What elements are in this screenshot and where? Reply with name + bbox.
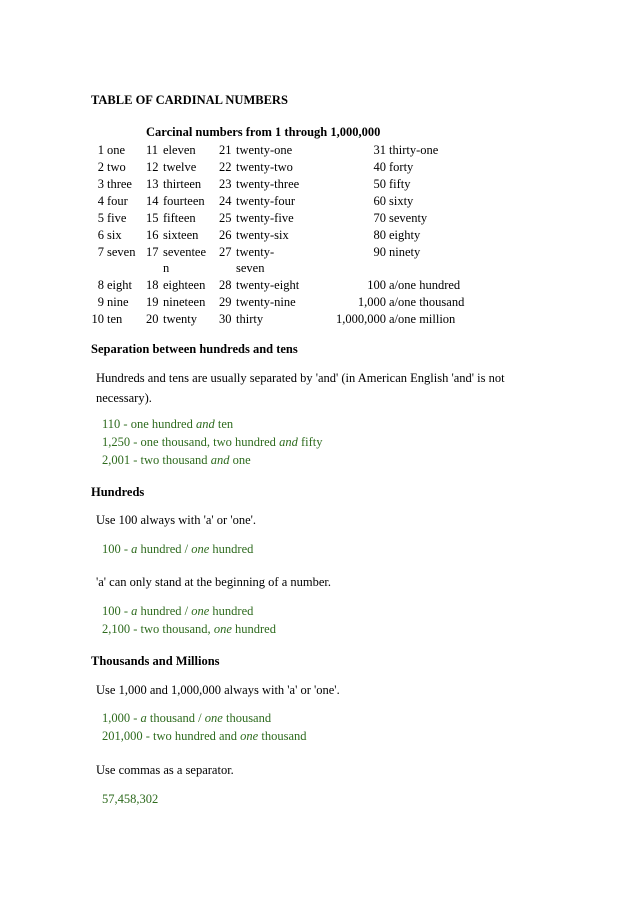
- number-cell: 14: [146, 194, 159, 208]
- word-cell: twenty-nine: [236, 295, 296, 309]
- number-cell: 25: [219, 211, 232, 225]
- number-cell: 12: [146, 160, 159, 174]
- number-cell: 1,000: [357, 295, 386, 309]
- word-cell: fourteen: [163, 194, 205, 208]
- example-line: 100 - a hundred / one hundred: [102, 542, 254, 556]
- number-cell: 100: [367, 278, 386, 292]
- number-cell: 26: [219, 228, 232, 242]
- number-cell: 60: [373, 194, 386, 208]
- thousands-paragraph-2: Use commas as a separator.: [96, 763, 234, 777]
- number-cell: 8: [97, 278, 104, 292]
- word-cell: thirty-one: [389, 143, 439, 157]
- example-line: 57,458,302: [102, 792, 159, 806]
- word-cell: ten: [107, 312, 123, 326]
- number-cell: 17: [146, 245, 159, 259]
- page-title: TABLE OF CARDINAL NUMBERS: [91, 93, 288, 107]
- number-cell: 1: [97, 143, 104, 157]
- word-cell: a/one million: [389, 312, 456, 326]
- number-cell: 7: [97, 245, 104, 259]
- example-line: 201,000 - two hundred and one thousand: [102, 729, 307, 743]
- number-cell: 70: [373, 211, 386, 225]
- number-cell: 15: [146, 211, 159, 225]
- word-cell: a/one hundred: [389, 278, 461, 292]
- number-cell: 31: [373, 143, 386, 157]
- number-cell: 10: [91, 312, 104, 326]
- example-line: 2,100 - two thousand, one hundred: [102, 622, 276, 636]
- number-cell: 18: [146, 278, 159, 292]
- word-cell-continuation: seven: [236, 261, 265, 275]
- word-cell: eleven: [163, 143, 196, 157]
- section-heading-hundreds: Hundreds: [91, 485, 145, 499]
- word-cell: fifteen: [163, 211, 196, 225]
- word-cell: a/one thousand: [389, 295, 465, 309]
- word-cell: thirty: [236, 312, 264, 326]
- word-cell: twelve: [163, 160, 197, 174]
- word-cell: twenty-three: [236, 177, 300, 191]
- example-line: 2,001 - two thousand and one: [102, 453, 251, 467]
- word-cell: twenty-two: [236, 160, 293, 174]
- word-cell: eighty: [389, 228, 421, 242]
- number-cell: 23: [219, 177, 232, 191]
- word-cell: twenty-six: [236, 228, 289, 242]
- word-cell: twenty-: [236, 245, 275, 259]
- word-cell: eight: [107, 278, 132, 292]
- separation-paragraph: Hundreds and tens are usually separated by 'and' (in American English 'and' is not necessary).: [96, 371, 505, 405]
- number-cell: 30: [219, 312, 232, 326]
- word-cell: one: [107, 143, 126, 157]
- number-cell: 5: [97, 211, 104, 225]
- number-cell: 2: [97, 160, 104, 174]
- word-cell: three: [107, 177, 132, 191]
- word-cell: nine: [107, 295, 129, 309]
- word-cell: forty: [389, 160, 414, 174]
- number-cell: 16: [146, 228, 159, 242]
- word-cell: seventee: [163, 245, 207, 259]
- number-cell: 11: [146, 143, 159, 157]
- number-cell: 20: [146, 312, 159, 326]
- number-cell: 21: [219, 143, 232, 157]
- number-cell: 90: [373, 245, 386, 259]
- number-cell: 22: [219, 160, 232, 174]
- number-cell: 4: [97, 194, 104, 208]
- number-cell: 50: [373, 177, 386, 191]
- word-cell: eighteen: [163, 278, 206, 292]
- number-cell: 9: [97, 295, 104, 309]
- example-line: 100 - a hundred / one hundred: [102, 604, 254, 618]
- number-cell: 19: [146, 295, 159, 309]
- word-cell: fifty: [389, 177, 411, 191]
- number-cell: 13: [146, 177, 159, 191]
- example-line: 1,250 - one thousand, two hundred and fifty: [102, 435, 323, 449]
- table-caption: Carcinal numbers from 1 through 1,000,000: [146, 125, 381, 139]
- hundreds-paragraph-1: Use 100 always with 'a' or 'one'.: [96, 513, 257, 527]
- word-cell: six: [107, 228, 122, 242]
- word-cell: seventy: [389, 211, 428, 225]
- word-cell: four: [107, 194, 128, 208]
- word-cell: twenty-one: [236, 143, 293, 157]
- section-heading-separation: Separation between hundreds and tens: [91, 342, 298, 356]
- word-cell: twenty-five: [236, 211, 294, 225]
- word-cell: twenty: [163, 312, 198, 326]
- word-cell: thirteen: [163, 177, 202, 191]
- word-cell: two: [107, 160, 126, 174]
- section-heading-thousands: Thousands and Millions: [91, 654, 220, 668]
- example-line: 110 - one hundred and ten: [102, 417, 234, 431]
- number-cell: 6: [97, 228, 104, 242]
- number-cell: 1,000,000: [336, 312, 386, 326]
- number-cell: 29: [219, 295, 232, 309]
- word-cell: twenty-eight: [236, 278, 300, 292]
- number-cell: 27: [219, 245, 232, 259]
- example-line: 1,000 - a thousand / one thousand: [102, 711, 272, 725]
- number-cell: 80: [373, 228, 386, 242]
- word-cell: twenty-four: [236, 194, 296, 208]
- number-cell: 24: [219, 194, 232, 208]
- word-cell: sixty: [389, 194, 414, 208]
- word-cell-continuation: n: [163, 261, 170, 275]
- number-cell: 3: [97, 177, 104, 191]
- word-cell: ninety: [389, 245, 421, 259]
- hundreds-paragraph-2: 'a' can only stand at the beginning of a number.: [96, 575, 331, 589]
- thousands-paragraph-1: Use 1,000 and 1,000,000 always with 'a' or 'one'.: [96, 683, 340, 697]
- word-cell: five: [107, 211, 127, 225]
- word-cell: nineteen: [163, 295, 206, 309]
- word-cell: seven: [107, 245, 136, 259]
- word-cell: sixteen: [163, 228, 199, 242]
- number-cell: 40: [373, 160, 386, 174]
- number-cell: 28: [219, 278, 232, 292]
